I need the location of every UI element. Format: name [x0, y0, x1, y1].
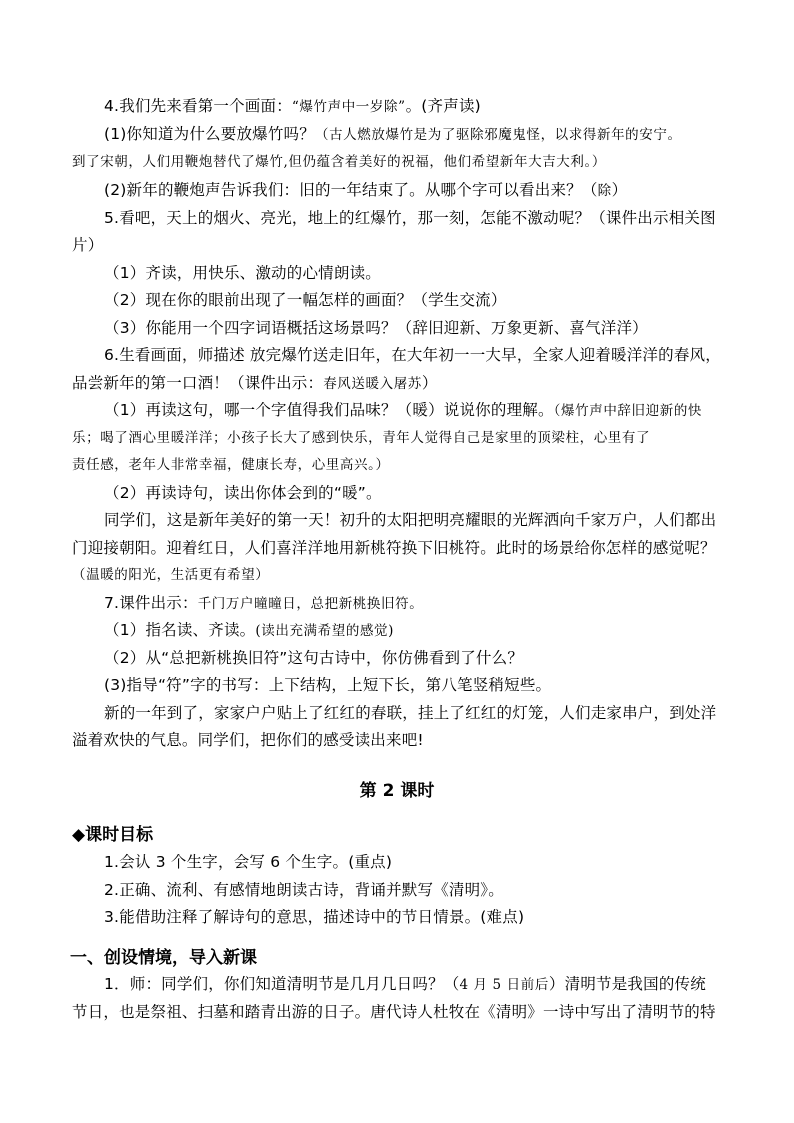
- sub-item-3: （3）你能用一个四字词语概括这场景吗？（辞旧迎新、万象更新、喜气洋洋）: [104, 319, 648, 337]
- closing-line-1: 新的一年到了，家家户户贴上了红红的春联，挂上了红红的灯笼，人们走家串户，到处洋: [104, 704, 717, 722]
- closing-line-2: 溢着欢快的气息。同学们，把你们的感受读出来吧!: [72, 731, 424, 749]
- lesson-title: 第 2 课时: [359, 781, 435, 801]
- answer-continuation: 到了宋朝，人们用鞭炮替代了爆竹,但仍蕴含着美好的祝福，他们希望新年大吉大利。）: [72, 154, 606, 170]
- objective-2: 2.正确、流利、有感情地朗读古诗，背诵并默写《清明》。: [104, 881, 504, 899]
- section-intro-line-1: 1．师：同学们，你们知道清明节是几月几日吗？（4 月 5 日前后）清明节是我国的传统: [104, 975, 706, 993]
- warm-answer-continuation-1: 乐；喝了酒心里暖洋洋；小孩子长大了感到快乐，青年人觉得自己是家里的顶梁柱，心里有了: [72, 430, 651, 446]
- step-6-line: 6.生看画面，师描述 放完爆竹送走旧年，在大年初一一大早，全家人迎着暖洋洋的春风，: [104, 346, 721, 364]
- step-6-continuation: 品尝新年的第一口酒！（课件出示：春风送暖入屠苏）: [72, 374, 438, 392]
- section-intro-line-2: 节日，也是祭祖、扫墓和踏青出游的日子。唐代诗人杜牧在《清明》一诗中写出了清明节的特: [72, 1003, 716, 1021]
- warm-answer-continuation-2: 责任感，老年人非常幸福，健康长寿，心里高兴。）: [72, 457, 390, 473]
- sub-item-1: （1）齐读，用快乐、激动的心情朗读。: [104, 264, 381, 282]
- step-5-line: 5.看吧，天上的烟火、亮光，地上的红爆竹，那一刻，怎能不激动呢？（课件出示相关图: [104, 209, 716, 227]
- section-heading: 一、创设情境，导入新课: [70, 948, 257, 968]
- question-1-line: (1)你知道为什么要放爆竹吗？（古人燃放爆竹是为了驱除邪魔鬼怪，以求得新年的安宁。: [104, 125, 682, 143]
- step-4-line: 4.我们先来看第一个画面：“爆竹声中一岁除”。(齐声读): [104, 97, 481, 115]
- question-2-line: (2)新年的鞭炮声告诉我们：旧的一年结束了。从哪个字可以看出来？（除）: [104, 181, 628, 199]
- step-7-item-3: (3)指导“符”字的书写：上下结构，上短下长，第八笔竖稍短些。: [104, 676, 552, 694]
- objectives-heading: ◆课时目标: [72, 825, 154, 845]
- step-7-line: 7.课件出示：千门万户曈曈日，总把新桃换旧符。: [104, 594, 424, 612]
- objective-3: 3.能借助注释了解诗句的意思，描述诗中的节日情景。(难点): [104, 908, 525, 926]
- narration-answer: （温暖的阳光，生活更有希望）: [72, 567, 270, 583]
- objective-1: 1.会认 3 个生字，会写 6 个生字。(重点): [104, 853, 393, 871]
- step-7-item-1: （1）指名读、齐读。(读出充满希望的感觉): [104, 621, 395, 639]
- reread-line: （2）再读诗句，读出你体会到的“暖”。: [104, 484, 382, 502]
- step-5-continuation: 片）: [72, 236, 104, 254]
- step-7-item-2: （2）从“总把新桃换旧符”这句古诗中，你仿佛看到了什么？: [104, 649, 524, 667]
- sub-item-2: （2）现在你的眼前出现了一幅怎样的画面？（学生交流）: [104, 291, 507, 309]
- narration-line-1: 同学们，这是新年美好的第一天！初升的太阳把明亮耀眼的光辉洒向千家万户，人们都出: [104, 511, 717, 529]
- narration-line-2: 门迎接朝阳。迎着红日，人们喜洋洋地用新桃符换下旧桃符。此时的场景给你怎样的感觉呢？: [72, 539, 716, 557]
- warm-question-line: （1）再读这句，哪一个字值得我们品味？（暖）说说你的理解。（爆竹声中辞旧迎新的快: [104, 401, 703, 419]
